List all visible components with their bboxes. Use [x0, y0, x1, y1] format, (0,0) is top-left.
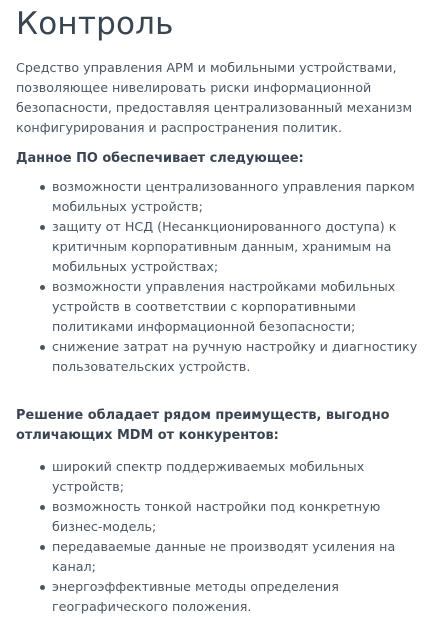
- bullet-icon: [40, 225, 45, 230]
- section-heading-features: Данное ПО обеспечивает следующее:: [16, 151, 304, 166]
- bullet-icon: [40, 505, 45, 510]
- list-item: [16, 177, 430, 217]
- list-item-text: передаваемые данные не производят усиления на канал;: [52, 539, 396, 574]
- list-item: [16, 337, 430, 377]
- list-item: [16, 217, 430, 277]
- features-list: [16, 177, 430, 377]
- bullet-icon: [40, 345, 45, 350]
- list-item: [16, 457, 430, 497]
- list-item-text: возможности управления настройками мобильных устройств в соответствии с корпоративными политиками информационной безопасности;: [52, 279, 396, 334]
- intro-paragraph: Средство управления АРМ и мобильными устройствами, позволяющее нивелировать риски информационной безопасности, предоставляя централизованный механизм конфигурирования и распространения политик.: [16, 60, 413, 135]
- list-item: [16, 497, 430, 537]
- list-item-text: защиту от НСД (Несанкционированного доступа) к критичным корпоративным данным, хранимым на мобильных устройствах;: [52, 219, 397, 274]
- bullet-icon: [40, 585, 45, 590]
- list-item: [16, 577, 430, 617]
- page-title: Контроль: [16, 6, 174, 42]
- list-item: [16, 537, 430, 577]
- section-heading-advantages: Решение обладает рядом преимуществ, выгодно отличающих MDM от конкурентов:: [16, 408, 390, 443]
- list-item-text: широкий спектр поддерживаемых мобильных устройств;: [52, 459, 365, 494]
- list-item-text: возможности централизованного управления парком мобильных устройств;: [52, 179, 415, 214]
- list-item-text: возможность тонкой настройки под конкретную бизнес-модель;: [52, 499, 381, 534]
- bullet-icon: [40, 185, 45, 190]
- bullet-icon: [40, 545, 45, 550]
- list-item: [16, 277, 430, 337]
- bullet-icon: [40, 465, 45, 470]
- bullet-icon: [40, 285, 45, 290]
- list-item-text: снижение затрат на ручную настройку и диагностику пользовательских устройств.: [52, 339, 418, 374]
- advantages-list: [16, 457, 430, 617]
- list-item-text: энергоэффективные методы определения географического положения.: [52, 579, 339, 614]
